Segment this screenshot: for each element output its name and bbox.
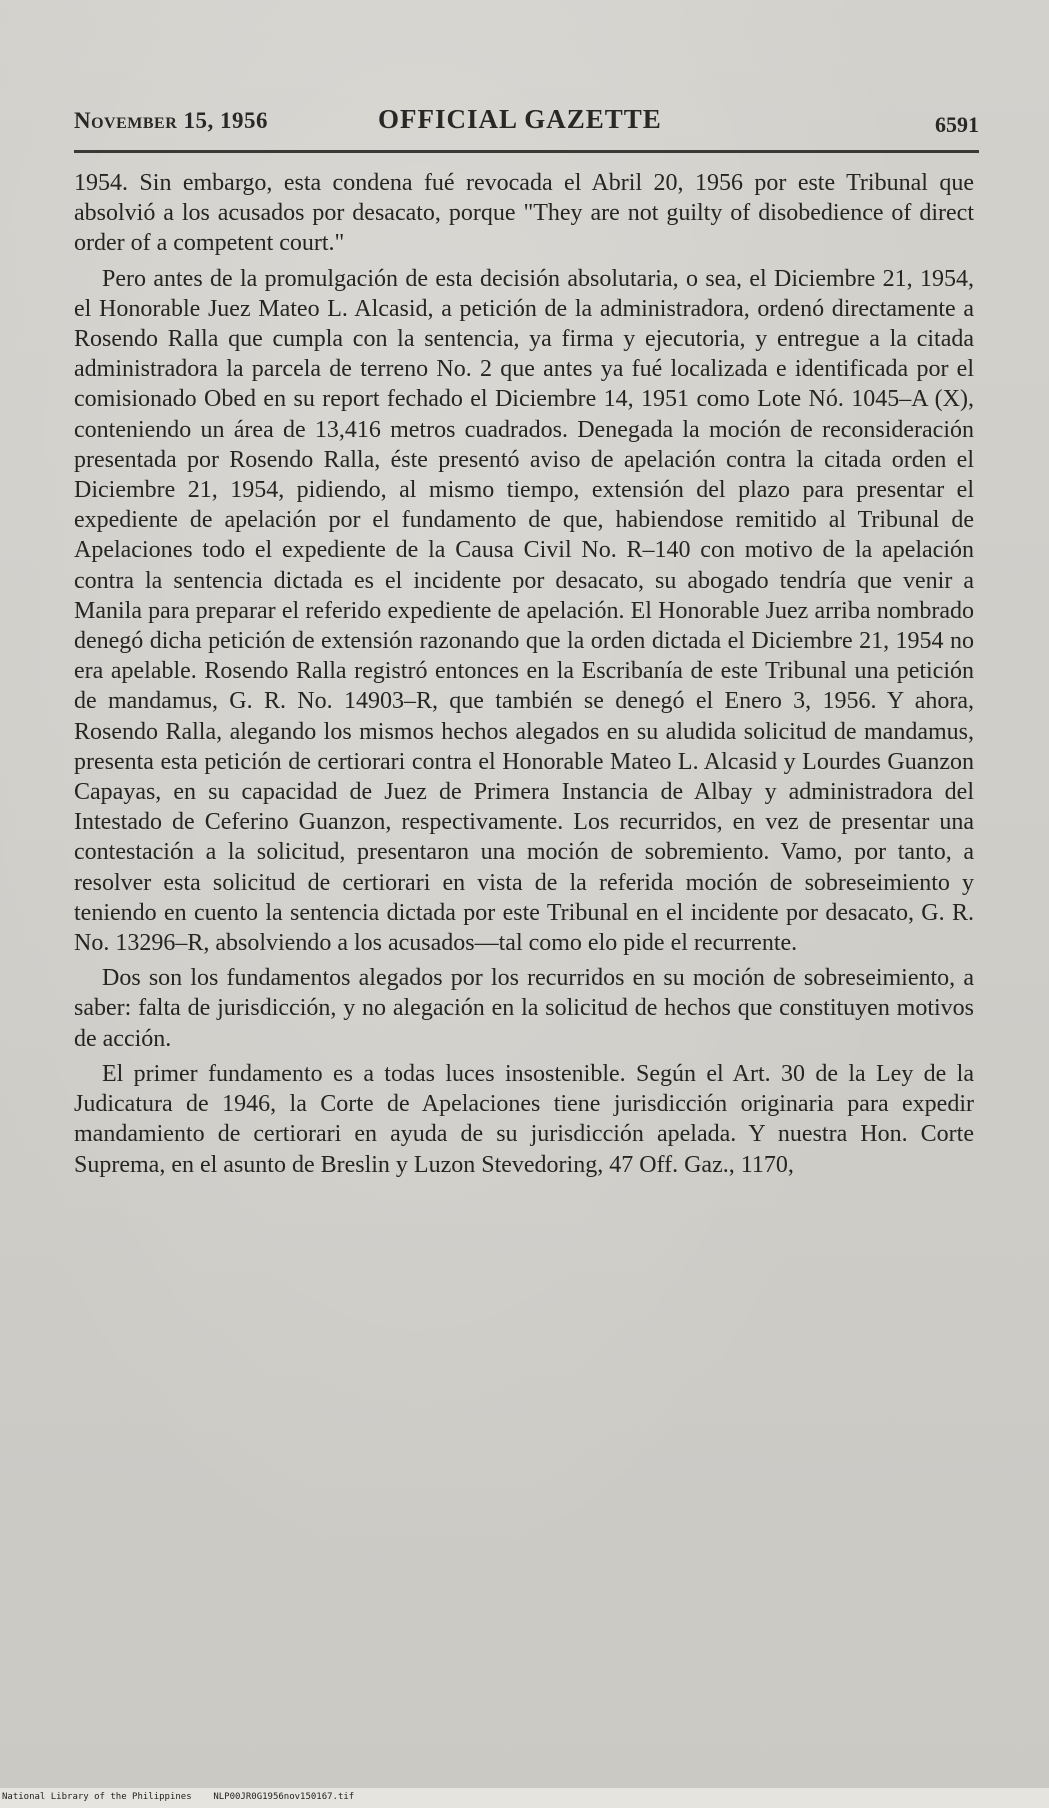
paragraph-2: Pero antes de la promulgación de esta decisión absolutaria, o sea, el Diciembre 21, 1954, el Honorable Juez Mateo L. Alcasid, a petición de la administradora, ordenó directamente a Rosendo Ralla que cumpla con la sentencia, ya firma y ejecutoria, y entregue a la citada administradora la parcela de terreno No. 2 que antes ya fué localizada e identificada por el comisionado Obed en su report fechado el Diciembre 14, 1951 como Lote Nó. 1045–A (X), conteniendo un área de 13,416 metros cuadrados. Denegada la moción de reconsideración presentada por Rosendo Ralla, éste presentó aviso de apelación contra la citada orden el Diciembre 21, 1954, pidiendo, al mismo tiempo, extensión del plazo para presentar el expediente de apelación por el fundamento de que, habiendose remitido al Tribunal de Apelaciones todo el expediente de la Causa Civil No. R–140 con motivo de la apelación contra la sentencia dictada es el incidente por desacato, su abogado tendría que venir a Manila para preparar el referido expediente de apelación. El Honorable Juez arriba nombrado denegó dicha petición de extensión razonando que la orden dictada el Diciembre 21, 1954 no era apelable. Rosendo Ralla registró entonces en la Escribanía de este Tribunal una petición de mandamus, G. R. No. 14903–R, que también se denegó el Enero 3, 1956. Y ahora, Rosendo Ralla, alegando los mismos hechos alegados en su aludida solicitud de mandamus, presenta esta petición de certiorari contra el Honorable Mateo L. Alcasid y Lourdes Guanzon Capayas, en su capacidad de Juez de Primera Instancia de Albay y administradora del Intestado de Ceferino Guanzon, respectivamente. Los recurridos, en vez de presentar una contestación a la solicitud, presentaron una moción de sobremiento. Vamo, por tanto, a resolver esta solicitud de certiorari en vista de la referida moción de sobreseimiento y teniendo en cuento la sentencia dictada por este Tribunal en el incidente por desacato, G. R. No. 13296–R, absolviendo a los acusados—tal como elo pide el recurrente.	[74, 265, 974, 957]
header-page-number: 6591	[935, 112, 979, 137]
body-text	[74, 168, 974, 1185]
header-date: November 15, 1956	[74, 108, 269, 133]
page-header	[74, 102, 979, 142]
header-title: OFFICIAL GAZETTE	[378, 104, 662, 134]
paragraph-4: El primer fundamento es a todas luces insostenible. Según el Art. 30 de la Ley de la Judicatura de 1946, la Corte de Apelaciones tiene jurisdicción originaria para expedir mandamiento de certiorari en ayuda de su jurisdicción apelada. Y nuestra Hon. Corte Suprema, en el asunto de Breslin y Luzon Stevedoring, 47 Off. Gaz., 1170,	[74, 1060, 974, 1178]
paragraph-3: Dos son los fundamentos alegados por los recurridos en su moción de sobreseimiento, a saber: falta de jurisdicción, y no alegación en la solicitud de hechos que constituyen motivos de acción.	[74, 965, 974, 1052]
footer-library	[2, 1792, 354, 1802]
footer-file-id: NLP00JR0G1956nov150167.tif	[213, 1792, 355, 1802]
header-rule	[74, 150, 979, 153]
footer-strip	[0, 1788, 1049, 1808]
paragraph-1: 1954. Sin embargo, esta condena fué revocada el Abril 20, 1956 por este Tribunal que absolvió a los acusados por desacato, porque "They are not guilty of disobedience of direct order of a competent court."	[74, 170, 974, 257]
footer-library-name: National Library of the Philippines	[2, 1792, 192, 1802]
